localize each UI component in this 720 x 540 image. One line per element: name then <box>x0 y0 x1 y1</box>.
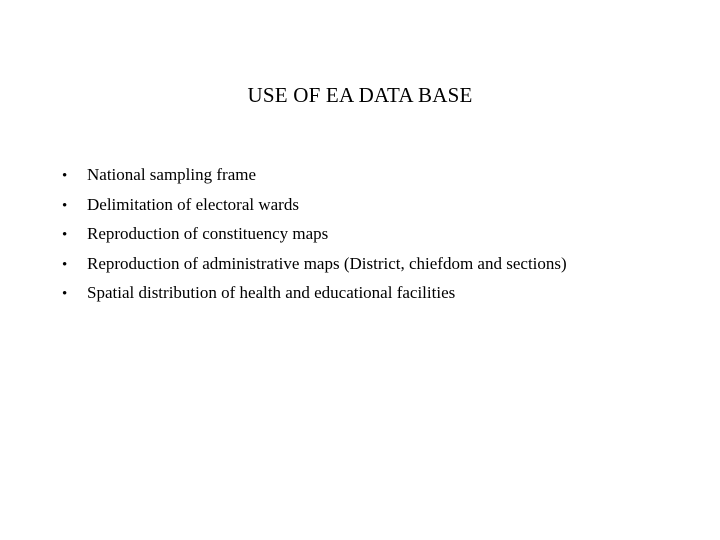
list-item <box>62 279 567 309</box>
bullet-icon: • <box>62 227 68 243</box>
list-item <box>62 250 567 280</box>
bullet-list <box>62 161 567 309</box>
list-item-text: Spatial distribution of health and educational facilities <box>87 283 456 302</box>
list-item <box>62 191 567 221</box>
slide-title: USE OF EA DATA BASE <box>247 83 473 107</box>
list-item-text: National sampling frame <box>87 165 257 184</box>
list-item-text: Delimitation of electoral wards <box>87 194 299 214</box>
bullet-icon: • <box>62 256 68 273</box>
bullet-icon: • <box>62 286 68 302</box>
list-item <box>62 220 567 250</box>
list-item <box>62 161 567 191</box>
bullet-icon: • <box>62 168 68 184</box>
list-item-text: Reproduction of administrative maps (District, chiefdom and sections) <box>87 253 567 273</box>
bullet-icon: • <box>62 197 68 214</box>
list-item-text: Reproduction of constituency maps <box>87 224 329 243</box>
